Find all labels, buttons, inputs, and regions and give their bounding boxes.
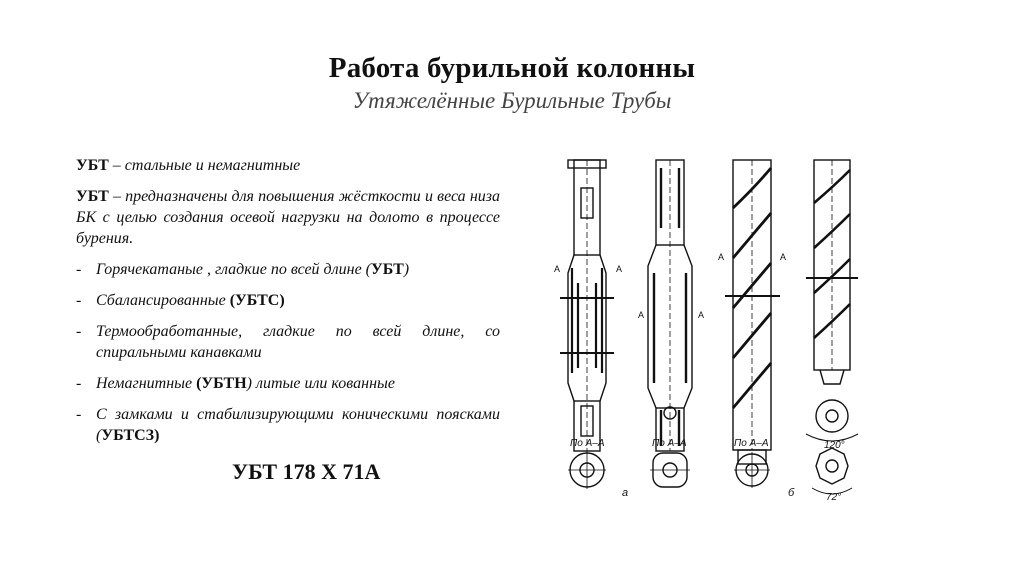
paragraph-2 bbox=[76, 186, 500, 249]
term-ubt: УБТ bbox=[76, 157, 109, 174]
section-b-2 bbox=[812, 448, 852, 494]
section-label: По А–А bbox=[652, 438, 687, 449]
paragraph-2-text: – предназначены для повышения жёсткости и веса низа БК с целью создания осевой нагрузки на долото в процессе бурения. bbox=[76, 188, 500, 247]
drill-collar-svg bbox=[540, 148, 880, 510]
pipe-2 bbox=[648, 160, 692, 451]
slide-subtitle: Утяжелённые Бурильные Трубы bbox=[352, 88, 672, 113]
arrow-label: А bbox=[780, 252, 787, 262]
arrow-label: А bbox=[616, 264, 623, 274]
section-label: По А–А bbox=[570, 438, 605, 449]
figure-label-b: б bbox=[788, 487, 795, 499]
term-ubt: УБТ bbox=[76, 188, 109, 205]
arrow-label: А bbox=[554, 264, 561, 274]
arrow-label: А bbox=[718, 252, 725, 262]
section-a-2 bbox=[650, 453, 690, 487]
list-item: - Немагнитные (УБТН) литые или кованные bbox=[76, 375, 395, 392]
slide-title: Работа бурильной колонны bbox=[328, 52, 696, 84]
figure-label-a: а bbox=[622, 487, 629, 499]
arrow-label: А bbox=[698, 310, 705, 320]
angle-120: 120° bbox=[824, 440, 845, 451]
paragraph-1-text: – стальные и немагнитные bbox=[108, 157, 301, 174]
list-item: - Термообработанные, гладкие по всей длине, со спиральными канавками bbox=[76, 323, 500, 361]
drill-collar-drawing bbox=[540, 148, 880, 510]
arrow-label: А bbox=[638, 310, 645, 320]
list-item: - Сбалансированные (УБТС) bbox=[76, 292, 285, 309]
section-b-1 bbox=[806, 400, 858, 441]
section-a-3 bbox=[734, 452, 770, 488]
angle-72: 72° bbox=[826, 492, 842, 503]
section-a-1 bbox=[568, 451, 606, 489]
section-label: По А–А bbox=[734, 438, 769, 449]
list-item: - Горячекатаные , гладкие по всей длине (УБТ) bbox=[76, 261, 410, 278]
pipe-3 bbox=[725, 160, 780, 464]
types-list bbox=[76, 259, 500, 446]
pipe-designation: УБТ 178 Х 71А bbox=[232, 459, 381, 484]
list-item: - С замками и стабилизирующими коническими поясками (УБТСЗ) bbox=[76, 406, 500, 444]
paragraph-1 bbox=[76, 155, 500, 176]
pipe-1 bbox=[560, 160, 614, 451]
pipe-4 bbox=[806, 160, 858, 384]
text-content bbox=[76, 155, 500, 456]
